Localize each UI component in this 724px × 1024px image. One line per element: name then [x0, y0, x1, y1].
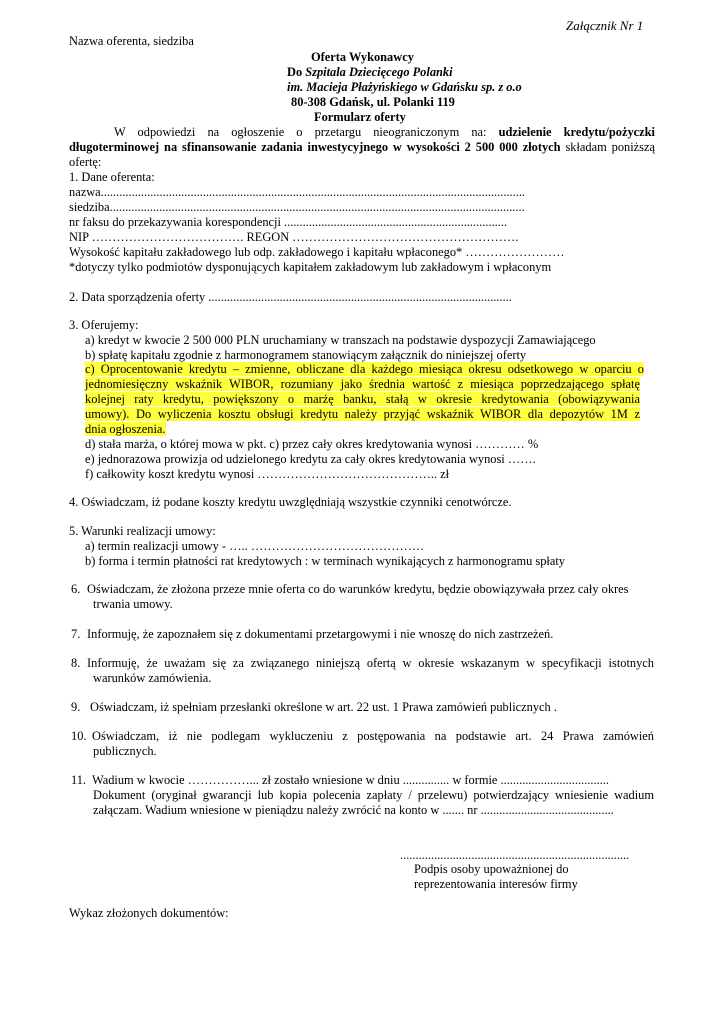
- fax-field[interactable]: nr faksu do przekazywania korespondencji ........................................................................: [69, 215, 508, 229]
- documents-list-heading: Wykaz złożonych dokumentów:: [69, 906, 229, 920]
- signature-caption-2: reprezentowania interesów firmy: [414, 877, 578, 891]
- offer-item-c-line-3: [85, 392, 640, 407]
- payment-terms: b) forma i termin płatności rat kredytowych : w terminach wynikających z harmonogramu spłaty: [85, 554, 565, 568]
- form-title: Formularz oferty: [314, 110, 406, 124]
- offer-date-field[interactable]: 2. Data sporządzenia oferty ..................................................................................................: [69, 290, 512, 304]
- realization-term-field[interactable]: a) termin realizacji umowy - ….. ……………………………………: [85, 539, 425, 553]
- section-7-number: 7.: [71, 627, 81, 641]
- deposit-field[interactable]: Wadium w kwocie ……………... zł zostało wniesione w dniu ............... w formie ...................................: [92, 773, 609, 787]
- commission-field[interactable]: e) jednorazowa prowizja od udzielonego kredytu za cały okres kredytowania wynosi …….: [85, 452, 536, 466]
- section-8-line-1: Informuję, że uważam się za związanego niniejszą ofertą w okresie wskazanym w specyfikacji istotnych: [87, 656, 654, 670]
- offer-title: Oferta Wykonawcy: [311, 50, 414, 64]
- intro-text-2b: składam poniższą: [560, 140, 655, 154]
- intro-subject: udzielenie kredytu/pożyczki: [498, 125, 655, 139]
- recipient-line: [287, 65, 453, 80]
- highlight-c4: umowy). Do wyliczenia kosztu obsługi kredytu należy przyjąć wskaźnik WIBOR dla depozytów 1M z: [85, 407, 640, 421]
- highlight-c2: jednomiesięczny wskaźnik WIBOR, rozumiany jako średnia wartość z miesiąca poprzedzającego spłatę: [85, 377, 640, 391]
- section-6-line-1: Oświadczam, że złożona przeze mnie oferta co do warunków kredytu, będzie obowiązywała przez cały okres: [87, 582, 629, 596]
- bidder-name-label: Nazwa oferenta, siedziba: [69, 34, 194, 48]
- offer-item-c-line-2: [85, 377, 640, 392]
- total-cost-field[interactable]: f) całkowity koszt kredytu wynosi …………………………………….. zł: [85, 467, 450, 481]
- section-3-heading: 3. Oferujemy:: [69, 318, 139, 332]
- offer-item-a: a) kredyt w kwocie 2 500 000 PLN uruchamiany w transzach na podstawie dyspozycji Zamawiającego: [85, 333, 596, 347]
- nip-regon-field[interactable]: NIP ………………………………. REGON ……………………………………………….: [69, 230, 519, 244]
- deposit-account-field[interactable]: załączam. Wadium wniesione w pieniądzu należy zwrócić na konto w ....... nr ...........................................: [93, 803, 614, 817]
- signature-caption-1: Podpis osoby upoważnionej do: [414, 862, 569, 876]
- hospital-name: Szpitala Dziecięcego Polanki: [305, 65, 453, 79]
- section-5-heading: 5. Warunki realizacji umowy:: [69, 524, 216, 538]
- highlight-c5: dnia ogłoszenia.: [85, 422, 166, 436]
- bidder-seat-field[interactable]: siedziba......................................................................................................................................: [69, 200, 525, 214]
- bidder-name-field[interactable]: nazwa.........................................................................................................................................: [69, 185, 526, 199]
- highlight-c1: c) Oprocentowanie kredytu – zmienne, obliczane dla każdego miesiąca okresu odsetkowego w oparciu o: [85, 362, 644, 376]
- intro-text-1a: W odpowiedzi na ogłoszenie o przetargu nieograniczonym na:: [114, 125, 499, 139]
- capital-footnote: *dotyczy tylko podmiotów dysponujących kapitałem zakładowym lub zakładowym i wpłaconym: [69, 260, 552, 274]
- section-11-number: 11.: [71, 773, 87, 787]
- section-8-number: 8.: [71, 656, 81, 670]
- intro-line-2: [69, 140, 655, 155]
- signature-line[interactable]: ..........................................................................: [400, 848, 630, 862]
- offer-item-c-line-1: [85, 362, 644, 377]
- attachment-label: Załącznik Nr 1: [566, 18, 644, 33]
- section-9-line-1: Oświadczam, iż spełniam przesłanki określone w art. 22 ust. 1 Prawa zamówień publicznych .: [90, 700, 557, 714]
- section-11-line-2: Dokument (oryginał gwarancji lub kopia polecenia zapłaty / przelewu) potwierdzający wniesienie wadium: [93, 788, 654, 802]
- offer-item-b: b) spłatę kapitału zgodnie z harmonogramem stanowiącym załącznik do niniejszej oferty: [85, 348, 527, 362]
- highlight-c3: kolejnej raty kredytu, powiększony o marżę banku, stałą w okresie kredytowania (obowiązywania: [85, 392, 640, 406]
- capital-field[interactable]: Wysokość kapitału zakładowego lub odp. zakładowego i kapitału wpłaconego* ……………………: [69, 245, 565, 259]
- section-6-number: 6.: [71, 582, 81, 596]
- section-8-line-2: warunków zamówienia.: [93, 671, 212, 685]
- section-9-number: 9.: [71, 700, 81, 714]
- intro-subject-2: długoterminowej na sfinansowanie zadania inwestycyjnego w wysokości 2 500 000 złotych: [69, 140, 561, 154]
- margin-field[interactable]: d) stała marża, o której mowa w pkt. c) przez cały okres kredytowania wynosi ………… %: [85, 437, 539, 451]
- hospital-full-name: im. Macieja Płażyńskiego w Gdańsku sp. z o.o: [287, 80, 522, 94]
- section-7-line-1: Informuję, że zapoznałem się z dokumentami przetargowymi i nie wnoszę do nich zastrzeżeń.: [87, 627, 554, 641]
- section-10-number: 10.: [71, 729, 87, 743]
- hospital-address: 80-308 Gdańsk, ul. Polanki 119: [291, 95, 455, 109]
- offer-item-c-line-5: [85, 422, 166, 437]
- intro-line-1: [69, 125, 655, 140]
- section-10-line-1: Oświadczam, iż nie podlegam wykluczeniu z postępowania na podstawie art. 24 Prawa zamówień: [92, 729, 654, 743]
- section-1-heading: 1. Dane oferenta:: [69, 170, 155, 184]
- section-6-line-2: trwania umowy.: [93, 597, 173, 611]
- offer-item-c-line-4: [85, 407, 640, 422]
- recipient-prefix: Do: [287, 65, 306, 79]
- section-10-line-2: publicznych.: [93, 744, 157, 758]
- intro-line-3: ofertę:: [69, 155, 102, 169]
- section-4-statement: 4. Oświadczam, iż podane koszty kredytu uwzględniają wszystkie czynniki cenotwórcze.: [69, 495, 512, 509]
